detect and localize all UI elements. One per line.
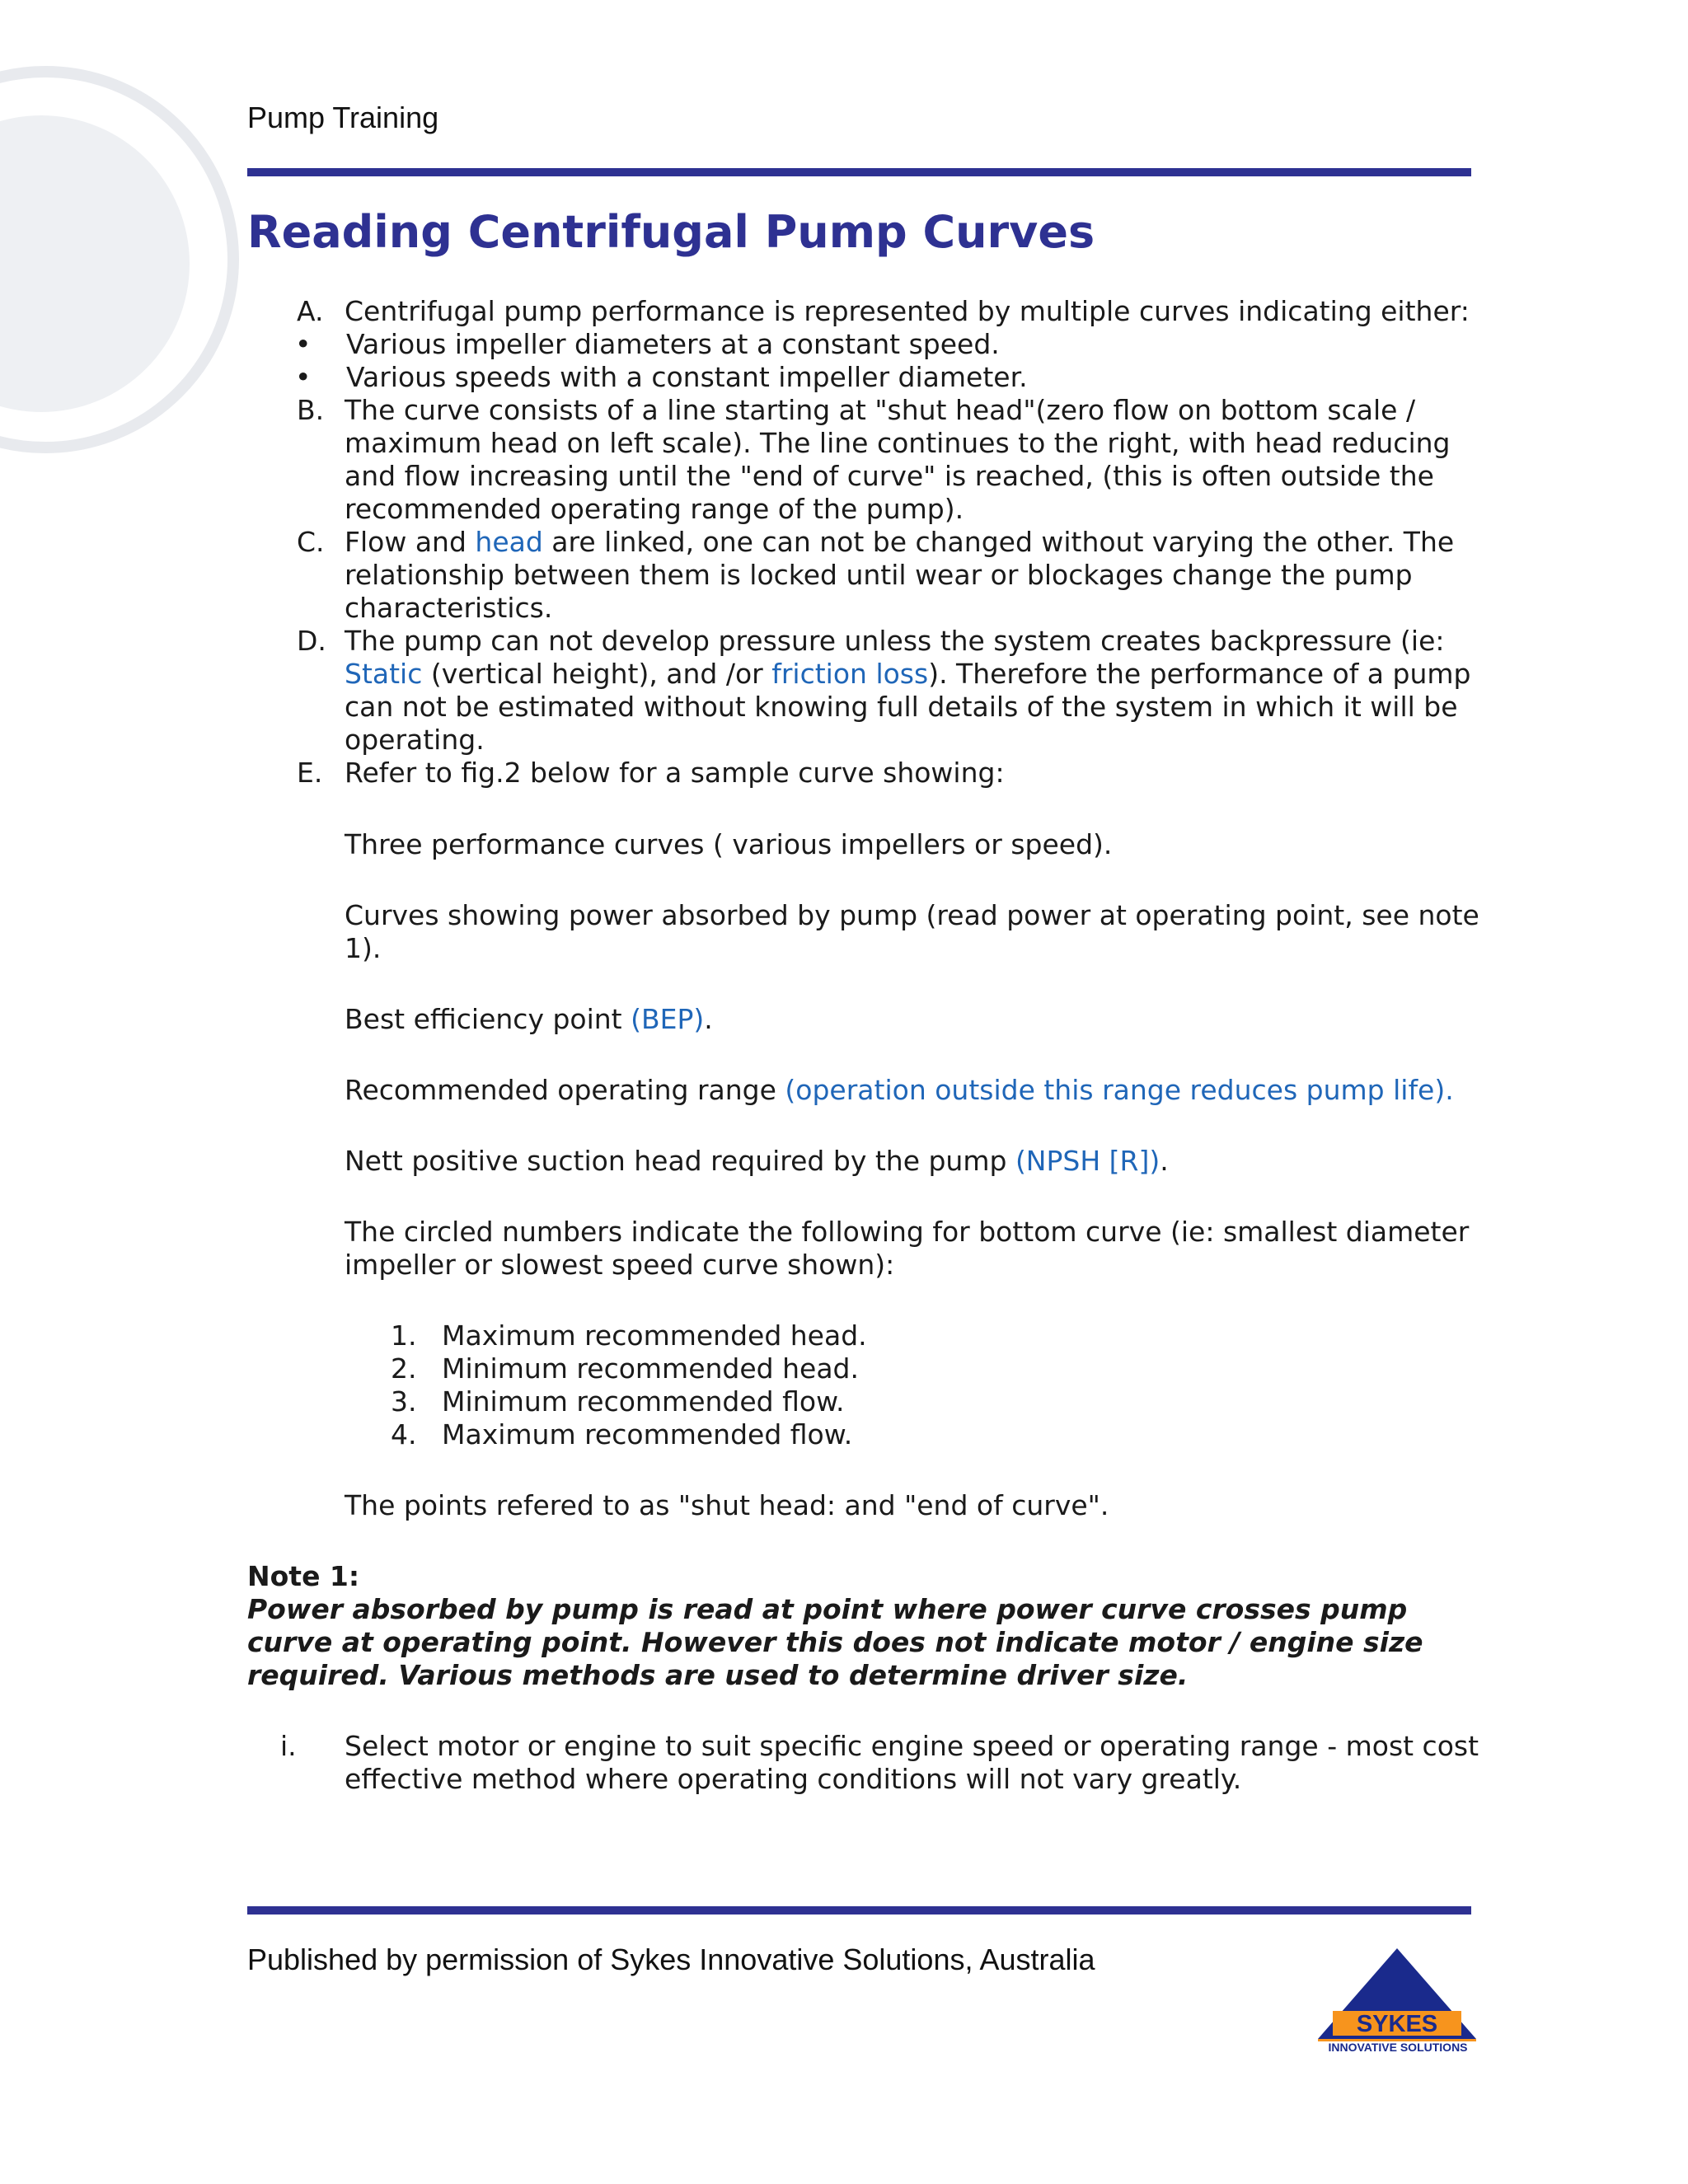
list-item-d [247, 625, 1479, 757]
paragraph-npsh [247, 1145, 1479, 1178]
paragraph-text: Best efficiency point [345, 1003, 631, 1035]
list-item-text: The curve consists of a line starting at "shut head"(zero flow on bottom scale / maximum head on left scale). The line continues to the right, with head reducing and flow increasing until the "end of curve" is reached, (this is often outside the recommended operating range of the pump). [345, 394, 1451, 525]
list-marker: E. [297, 757, 323, 789]
static-link[interactable]: Static [345, 658, 423, 690]
numbered-text: Minimum recommended flow. [442, 1385, 845, 1418]
numbered-text: Minimum recommended head. [442, 1352, 859, 1385]
list-item-a [247, 295, 1479, 328]
numbered-marker: 3. [391, 1385, 417, 1418]
operating-range-link[interactable]: (operation outside this range reduces pump life). [785, 1074, 1454, 1106]
numbered-marker: 4. [391, 1418, 417, 1451]
paragraph-shut-head: The points refered to as "shut head: and "end of curve". [345, 1489, 1109, 1521]
numbered-item [247, 1418, 1479, 1451]
note-body: Power absorbed by pump is read at point where power curve crosses pump curve at operating point. However this does not indicate motor / engine size required. Various methods are used to determine driver size. [247, 1593, 1423, 1691]
list-item-c [247, 526, 1479, 625]
paragraph-text: Recommended operating range [345, 1074, 785, 1106]
note-block [247, 1560, 1479, 1692]
paragraph-text: . [1160, 1145, 1169, 1177]
list-item-text: Refer to fig.2 below for a sample curve showing: [345, 757, 1005, 789]
roman-list-item [247, 1730, 1479, 1796]
list-marker: B. [297, 394, 325, 426]
running-header: Pump Training [247, 101, 439, 134]
numbered-text: Maximum recommended flow. [442, 1418, 853, 1451]
list-item-text: (vertical height), and /or [422, 658, 772, 690]
roman-marker: i. [280, 1730, 297, 1762]
list-marker: D. [297, 625, 326, 657]
bullet-text: Various speeds with a constant impeller diameter. [346, 361, 1028, 393]
bullet-text: Various impeller diameters at a constant speed. [346, 328, 1000, 360]
logo-tagline: INNOVATIVE SOLUTIONS [1328, 2041, 1468, 2054]
sykes-logo [1315, 1947, 1479, 2054]
page-title: Reading Centrifugal Pump Curves [247, 206, 1095, 258]
paragraph-operating-range [247, 1074, 1479, 1107]
paragraph-performance-curves: Three performance curves ( various impellers or speed). [345, 828, 1113, 860]
footer-divider [247, 1906, 1471, 1915]
list-item-b [247, 394, 1479, 526]
numbered-marker: 2. [391, 1352, 417, 1385]
list-item-text: The pump can not develop pressure unless the system creates backpressure (ie: [345, 625, 1445, 657]
numbered-list [247, 1319, 1479, 1451]
list-item-text: Centrifugal pump performance is represented by multiple curves indicating either: [345, 295, 1470, 327]
header-divider [247, 168, 1471, 176]
list-item-text: are linked, one can not be changed without varying the other. The relationship between them is locked until wear or blockages change the pump characteristics. [345, 526, 1455, 624]
paragraph-power-curves: Curves showing power absorbed by pump (read power at operating point, see note 1). [345, 899, 1479, 964]
list-marker: A. [297, 295, 324, 327]
bullet-item [247, 361, 1479, 394]
bullet-icon: • [295, 328, 312, 360]
numbered-item [247, 1385, 1479, 1418]
paragraph-bep [247, 1003, 1479, 1036]
background-watermark-ring [0, 66, 239, 453]
list-marker: C. [297, 526, 325, 558]
numbered-item [247, 1319, 1479, 1352]
numbered-text: Maximum recommended head. [442, 1319, 867, 1352]
note-title: Note 1: [247, 1560, 360, 1592]
main-content [247, 295, 1479, 1796]
paragraph-text: . [704, 1003, 713, 1035]
bep-link[interactable]: (BEP) [631, 1003, 705, 1035]
numbered-marker: 1. [391, 1319, 417, 1352]
friction-loss-link[interactable]: friction loss [771, 658, 929, 690]
bullet-item [247, 328, 1479, 361]
paragraph-text: Nett positive suction head required by the pump [345, 1145, 1015, 1177]
footer-text: Published by permission of Sykes Innovative Solutions, Australia [247, 1943, 1095, 1976]
npsh-link[interactable]: (NPSH [R]) [1015, 1145, 1160, 1177]
roman-item-text: Select motor or engine to suit specific engine speed or operating range - most cost effective method where operating conditions will not vary greatly. [345, 1730, 1479, 1795]
list-item-text: Flow and [345, 526, 476, 558]
paragraph-circled-numbers: The circled numbers indicate the following for bottom curve (ie: smallest diameter impeller or slowest speed curve shown): [345, 1216, 1470, 1281]
head-link[interactable]: head [475, 526, 543, 558]
logo-name: SYKES [1356, 2011, 1438, 2037]
bullet-list [247, 328, 1479, 394]
numbered-item [247, 1352, 1479, 1385]
list-item-text: ). Therefore the performance of a pump can not be estimated without knowing full details of the system in which it will be operating. [345, 658, 1471, 756]
list-item-e [247, 757, 1479, 790]
bullet-icon: • [295, 361, 312, 393]
